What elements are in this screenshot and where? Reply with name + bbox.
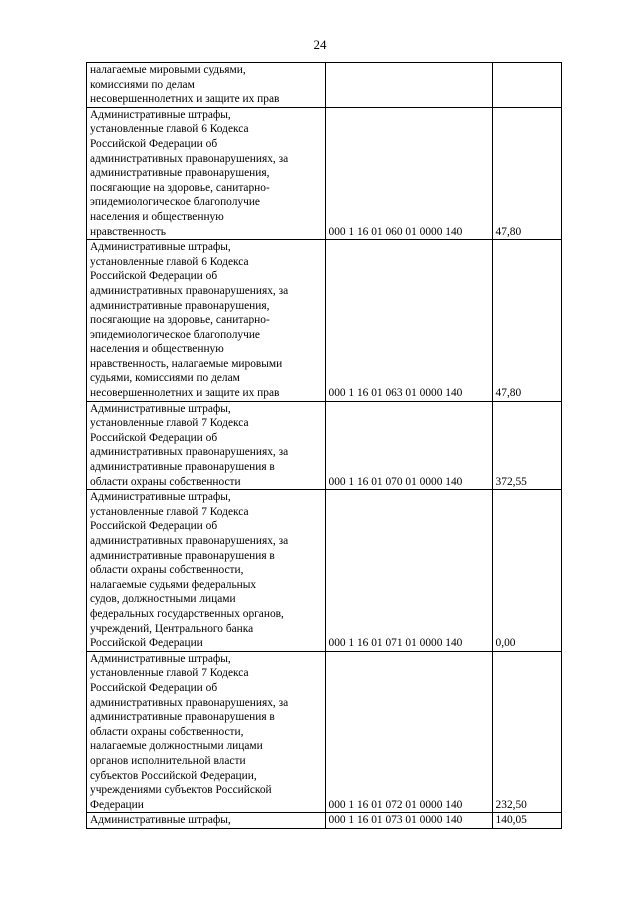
budget-code-cell: 000 1 16 01 063 01 0000 140 [325, 240, 492, 402]
revenue-name-cell: Административные штрафы, установленные главой 7 Кодекса Российской Федерации об административных правонарушениях, за административные правонарушения в области охраны собственности [87, 401, 326, 490]
budget-revenue-table [86, 62, 562, 829]
amount-cell: 0,00 [492, 490, 561, 652]
table-row [87, 490, 562, 652]
amount-cell: 47,80 [492, 107, 561, 239]
revenue-name-cell: Административные штрафы, установленные главой 7 Кодекса Российской Федерации об административных правонарушениях, за административные правонарушения в области охраны собственности, налагаемые должностными лицами органов исполнительной власти субъектов Российской Федерации, учреждениями субъектов Российской Федерации [87, 651, 326, 813]
amount-cell: 140,05 [492, 813, 561, 829]
table-row [87, 240, 562, 402]
budget-code-cell: 000 1 16 01 060 01 0000 140 [325, 107, 492, 239]
table-row [87, 107, 562, 239]
table-row [87, 813, 562, 829]
amount-cell: 232,50 [492, 651, 561, 813]
table-row [87, 63, 562, 108]
amount-cell: 372,55 [492, 401, 561, 490]
revenue-name-cell: Административные штрафы, установленные главой 6 Кодекса Российской Федерации об административных правонарушениях, за административные правонарушения, посягающие на здоровье, санитарно- эпидемиологическое благополучие населения и общественную нравственность, налагаемые мировыми судьями, комиссиями по делам несовершеннолетних и защите их прав [87, 240, 326, 402]
revenue-name-cell: Административные штрафы, [87, 813, 326, 829]
revenue-name-cell: Административные штрафы, установленные главой 7 Кодекса Российской Федерации об административных правонарушениях, за административные правонарушения в области охраны собственности, налагаемые судьями федеральных судов, должностными лицами федеральных государственных органов, учреждений, Центрального банка Российской Федерации [87, 490, 326, 652]
amount-cell: 47,80 [492, 240, 561, 402]
revenue-name-cell: Административные штрафы, установленные главой 6 Кодекса Российской Федерации об административных правонарушениях, за административные правонарушения, посягающие на здоровье, санитарно- эпидемиологическое благополучие населения и общественную нравственность [87, 107, 326, 239]
budget-code-cell [325, 63, 492, 108]
amount-cell [492, 63, 561, 108]
revenue-name-cell: налагаемые мировыми судьями, комиссиями по делам несовершеннолетних и защите их прав [87, 63, 326, 108]
page-number: 24 [313, 37, 327, 52]
budget-code-cell: 000 1 16 01 073 01 0000 140 [325, 813, 492, 829]
table-row [87, 401, 562, 490]
budget-code-cell: 000 1 16 01 071 01 0000 140 [325, 490, 492, 652]
budget-code-cell: 000 1 16 01 070 01 0000 140 [325, 401, 492, 490]
table-row [87, 651, 562, 813]
budget-code-cell: 000 1 16 01 072 01 0000 140 [325, 651, 492, 813]
